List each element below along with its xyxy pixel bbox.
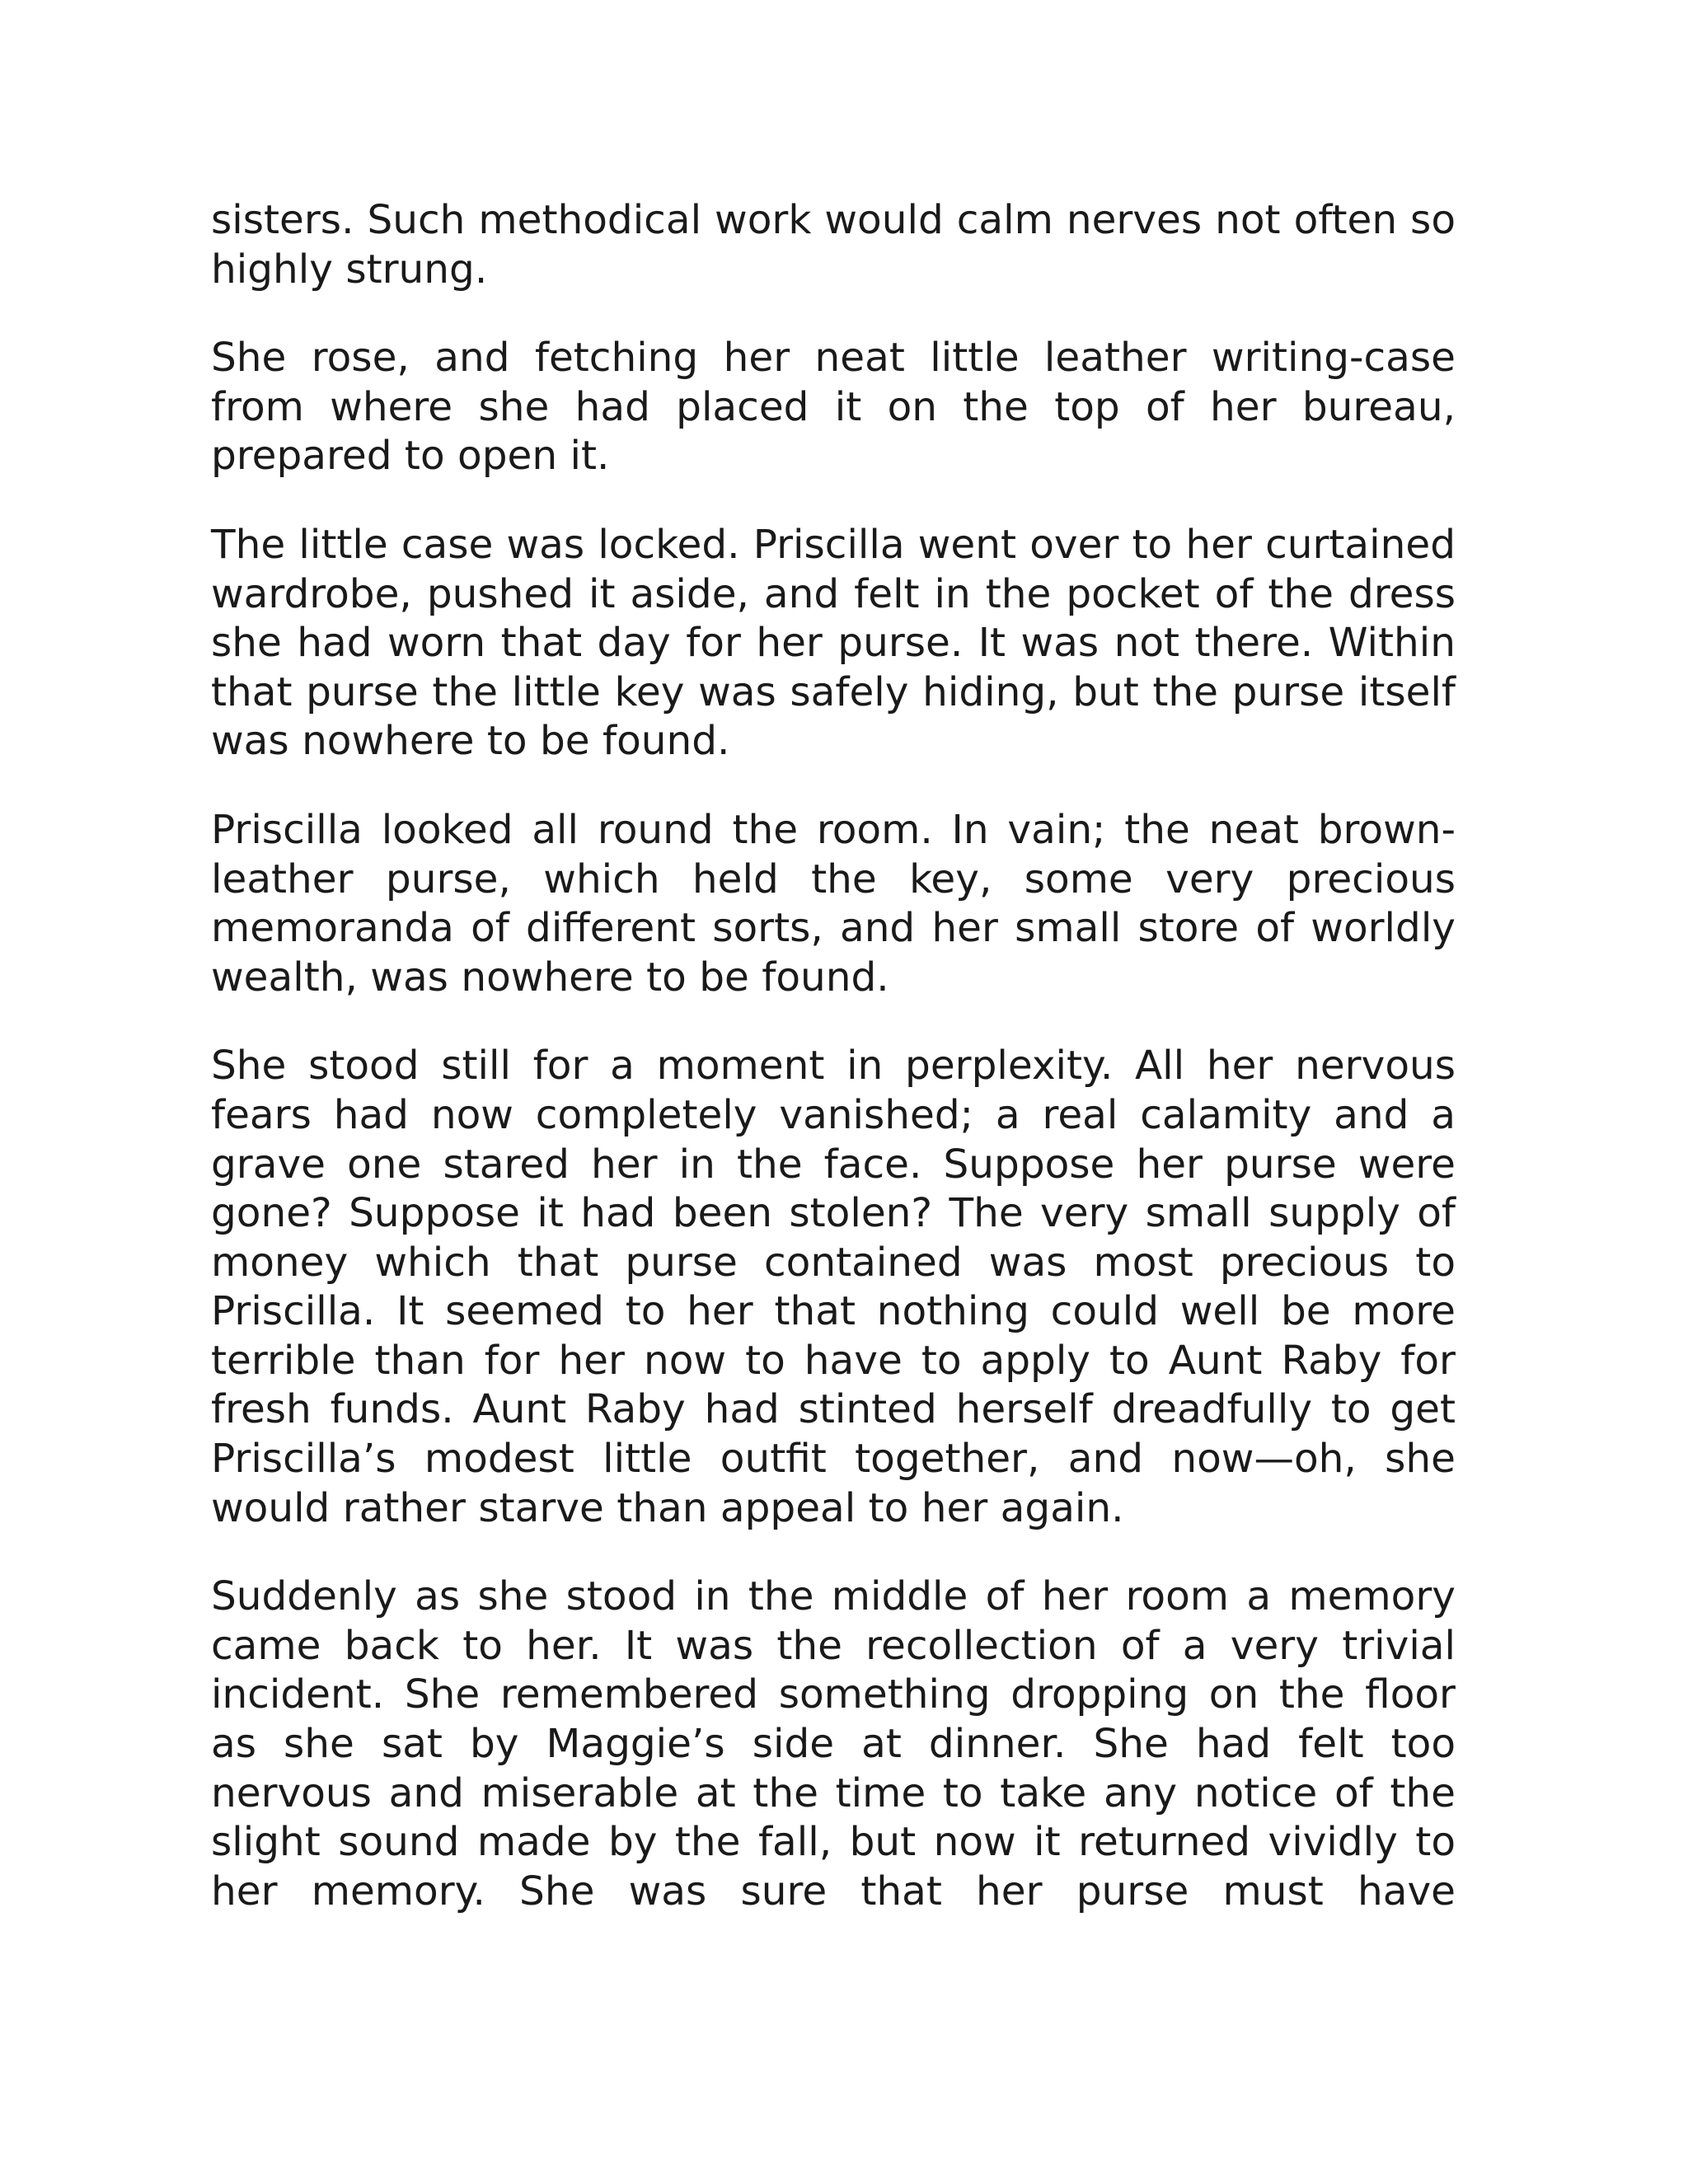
paragraph-5: She stood still for a moment in perplexity. All her nervous fears had now completely vanished; a real calamity and a grave one stared her in the face. Suppose her purse were gone? Suppose it had been stolen? The very small supply of money which that purse contained was most precious to Priscilla. It seemed to her that nothing could well be more terrible than for her now to have to apply to Aunt Raby for fresh funds. Aunt Raby had stinted herself dreadfully to get Priscilla’s modest little outfit together, and now—oh, she would rather starve than appeal to her again. [211, 1043, 1456, 1531]
paragraph-2: She rose, and fetching her neat little leather writing-case from where she had placed it on the top of her bureau, prepared to open it. [211, 335, 1456, 480]
paragraph-6: Suddenly as she stood in the middle of her room a memory came back to her. It was the recollection of a very trivial incident. She remembered something dropping on the floor as she sat by Maggie’s side at dinner. She had felt too nervous and miserable at the time to take any notice of the slight sound made by the fall, but now it returned vividly to her memory. She was sure that her purse must have [211, 1573, 1456, 1915]
paragraph-1: sisters. Such methodical work would calm nerves not often so highly strung. [211, 197, 1456, 293]
paragraph-4: Priscilla looked all round the room. In vain; the neat brown-leather purse, which held the key, some very precious memoranda of different sorts, and her small store of worldly wealth, was nowhere to be found. [211, 806, 1456, 1001]
book-page-text [211, 196, 1456, 1916]
paragraph-3: The little case was locked. Priscilla went over to her curtained wardrobe, pushed it aside, and felt in the pocket of the dress she had worn that day for her purse. It was not there. Within that purse the little key was safely hiding, but the purse itself was nowhere to be found. [211, 521, 1456, 765]
